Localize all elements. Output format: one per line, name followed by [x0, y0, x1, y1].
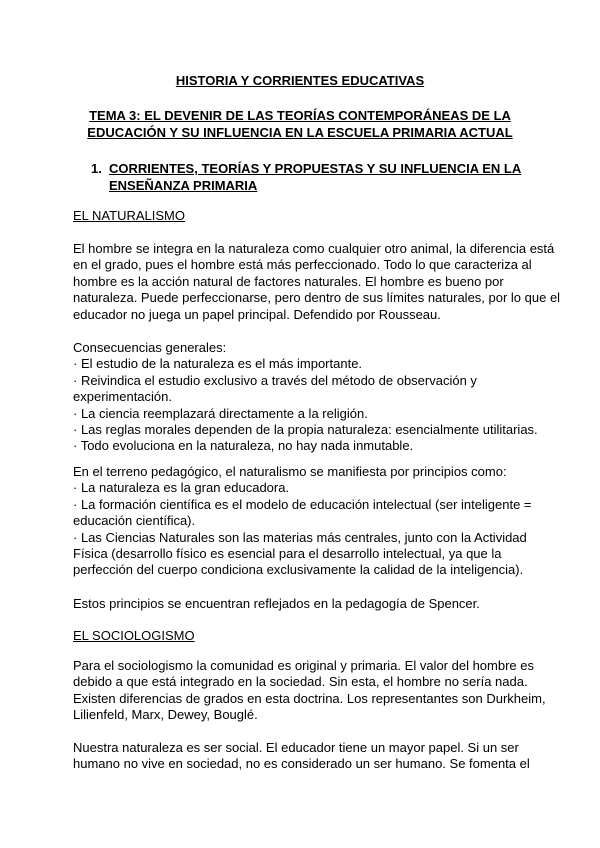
topic-title-line: TEMA 3: EL DEVENIR DE LAS TEORÍAS CONTEMPORÁNEAS DE LA [89, 108, 511, 123]
sociologismo-paragraph-1 [73, 658, 546, 724]
text-line: El hombre se integra en la naturaleza como cualquier otro animal, la diferencia está [73, 241, 555, 256]
section-title-line: CORRIENTES, TEORÍAS Y PROPUESTAS Y SU INFLUENCIA EN LA [109, 161, 522, 176]
text-line: Estos principios se encuentran reflejados en la pedagogía de Spencer. [73, 596, 480, 611]
list-item: · Reivindica el estudio exclusivo a través del método de observación y [73, 372, 477, 388]
text-line: Para el sociologismo la comunidad es original y primaria. El valor del hombre es [73, 658, 534, 673]
text-line: debido a que está integrado en la sociedad. Sin esta, el hombre no sería nada. [73, 674, 528, 690]
text-line: Nuestra naturaleza es ser social. El educador tiene un mayor papel. Si un ser [73, 740, 519, 755]
list-item: · La ciencia reemplazará directamente a la religión. [73, 405, 368, 421]
naturalismo-principles [73, 464, 543, 579]
naturalismo-consequences [73, 340, 543, 455]
list-item: · Las Ciencias Naturales son las materias más centrales, junto con la Actividad [73, 529, 527, 545]
list-item: Física (desarrollo físico es esencial para el desarrollo intelectual, ya que la [73, 546, 502, 562]
naturalismo-heading: EL NATURALISMO [73, 208, 185, 223]
section-title-line: ENSEÑANZA PRIMARIA [109, 178, 258, 193]
topic-title-line: EDUCACIÓN Y SU INFLUENCIA EN LA ESCUELA PRIMARIA ACTUAL [87, 125, 513, 140]
text-line: naturaleza. Puede perfeccionarse, pero dentro de sus límites naturales, por lo que el [73, 290, 561, 306]
naturalismo-paragraph-1 [73, 241, 561, 323]
text-line: Existen diferencias de grados en esta doctrina. Los representantes son Durkheim, [73, 690, 546, 706]
list-item: educación científica). [73, 513, 196, 529]
topic-title [70, 107, 530, 141]
sociologismo-paragraph-2 [73, 740, 543, 773]
list-item: · Las reglas morales dependen de la propia naturaleza: esencialmente utilitarias. [73, 422, 538, 438]
text-line: educador no juega un papel principal. Defendido por Rousseau. [73, 306, 441, 322]
text-line: Consecuencias generales: [73, 340, 227, 355]
list-item: · Todo evoluciona en la naturaleza, no hay nada inmutable. [73, 438, 414, 454]
section-title [109, 160, 521, 194]
text-line: En el terreno pedagógico, el naturalismo se manifiesta por principios como: [73, 464, 507, 479]
naturalismo-conclusion [73, 596, 543, 612]
text-line: hombre es la acción natural de factores naturales. El hombre es bueno por [73, 273, 504, 289]
list-item: · La formación científica es el modelo de educación intelectual (ser inteligente = [73, 496, 532, 512]
sociologismo-heading: EL SOCIOLOGISMO [73, 628, 195, 643]
list-item: perfección del cuerpo condiciona exclusivamente la calidad de la inteligencia). [73, 562, 524, 578]
list-item: · La naturaleza es la gran educadora. [73, 480, 290, 496]
text-line: en el grado, pues el hombre está más perfeccionado. Todo lo que caracteriza al [73, 257, 532, 273]
list-item: experimentación. [73, 389, 172, 405]
text-line: Lilienfeld, Marx, Dewey, Bouglé. [73, 707, 258, 723]
list-item: · El estudio de la naturaleza es el más importante. [73, 356, 363, 372]
document-title: HISTORIA Y CORRIENTES EDUCATIVAS [175, 73, 425, 88]
section-number: 1. [91, 161, 102, 176]
text-line: humano no vive en sociedad, no es considerado un ser humano. Se fomenta el [73, 756, 530, 772]
